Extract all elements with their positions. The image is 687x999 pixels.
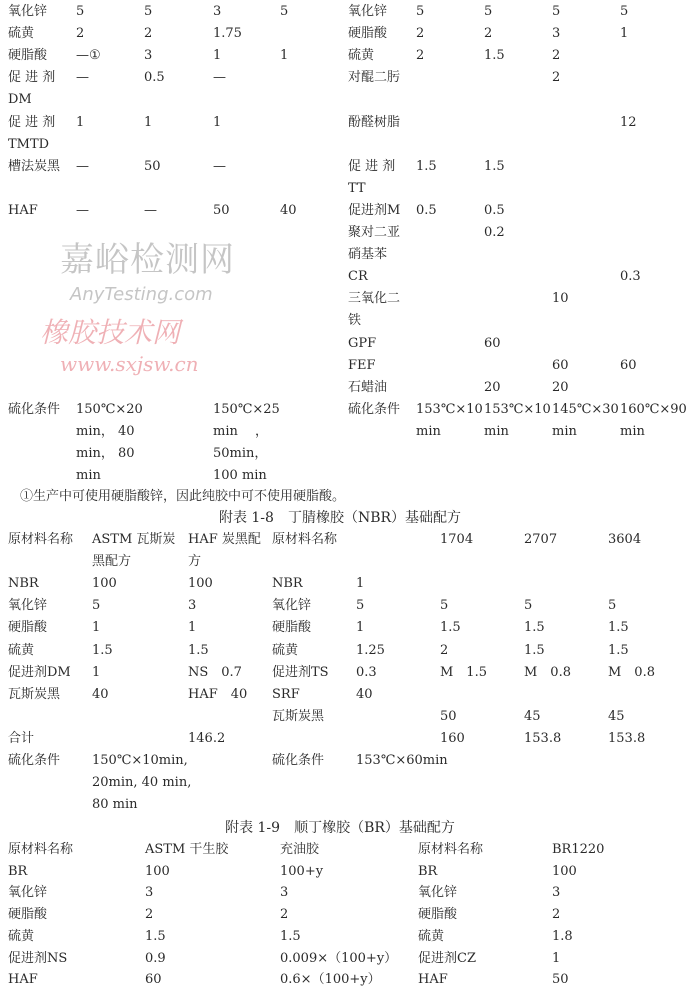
continued-formula-table-cell: 硬脂酸 (348, 26, 388, 42)
continued-formula-table-cell: 1.5 (484, 48, 505, 64)
continued-formula-table-cell: 20 (484, 379, 501, 395)
br-formula-table-cell: 100 (552, 863, 577, 879)
continued-formula-table-cell: 1 (280, 48, 289, 64)
continued-formula-table-cell: 氧化锌 (8, 4, 48, 19)
cell-line: min ， (213, 423, 268, 439)
cell-line: TT (348, 180, 366, 196)
continued-formula-table-cell (348, 222, 400, 266)
continued-formula-table-cell: 5 (416, 4, 425, 19)
cell-line: min， 80 (76, 445, 135, 461)
cell-line: min (552, 423, 577, 439)
br-formula-table-cell: 100+y (280, 863, 324, 879)
cell-line: 方 (188, 554, 202, 570)
cell-line: 铁 (348, 313, 362, 329)
br-formula-table-cell: 氧化锌 (8, 885, 48, 901)
br-formula-table-cell: 原材料名称 (418, 842, 484, 857)
nbr-formula-table-cell: 100 (92, 576, 117, 592)
nbr-formula-table-cell: 1704 (440, 532, 474, 547)
nbr-formula-table-cell: 1 (356, 576, 365, 592)
nbr-formula-table-cell: M 1.5 (440, 664, 487, 680)
continued-formula-table-cell: 1.5 (484, 158, 505, 174)
continued-formula-table-cell: 2 (552, 48, 561, 64)
continued-formula-table-cell: 2 (416, 48, 425, 64)
nbr-formula-table-cell: 硬脂酸 (8, 620, 48, 636)
nbr-formula-table-cell: 40 (356, 686, 373, 702)
cell-line: 150℃×10min, (92, 753, 188, 768)
nbr-formula-table-cell: 1 (92, 664, 101, 680)
br-formula-table-cell: 1 (552, 950, 561, 966)
cell-line: 黑配方 (92, 554, 132, 570)
br-formula-table-cell: HAF (8, 972, 38, 988)
cell-line: min (416, 423, 441, 439)
nbr-formula-table-cell (188, 529, 261, 573)
continued-formula-table-cell (213, 399, 280, 487)
continued-formula-table-cell: FEF (348, 357, 376, 373)
continued-formula-table-cell: 2 (144, 26, 153, 42)
cell-line: 20min, 40 min, (92, 775, 192, 791)
continued-formula-table-cell (348, 288, 400, 332)
cell-line: 聚对二亚 (348, 225, 401, 240)
br-formula-table-cell: 50 (552, 972, 569, 988)
continued-formula-table-cell: 2 (552, 70, 561, 86)
continued-formula-table-cell: 1 (620, 26, 629, 42)
br-formula-table-cell: 0.6×（100+y） (280, 972, 381, 988)
continued-formula-table-cell: 5 (552, 4, 561, 19)
br-formula-table-cell: 促进剂NS (8, 950, 68, 966)
nbr-formula-table-cell: 5 (440, 598, 449, 614)
nbr-formula-table-cell: 45 (524, 708, 541, 724)
cell-line: HAF 炭黑配 (188, 532, 261, 547)
continued-formula-table-cell: 0.2 (484, 225, 505, 240)
continued-formula-table-cell: 硫黄 (8, 26, 35, 42)
br-formula-table-cell: 原材料名称 (8, 842, 74, 857)
cell-line: min (484, 423, 509, 439)
cell-line: DM (8, 92, 32, 108)
cell-line: 100 min (213, 468, 267, 484)
continued-formula-table-cell (416, 399, 483, 443)
br-formula-table-cell: 2 (145, 907, 154, 923)
nbr-formula-table-cell: 5 (524, 598, 533, 614)
cell-line: 50min， (213, 445, 268, 461)
continued-formula-table-cell: 酚醛树脂 (348, 114, 401, 130)
continued-formula-table-cell: GPF (348, 335, 377, 351)
br-formula-table-cell: HAF (418, 972, 448, 988)
continued-formula-table-cell: 2 (484, 26, 493, 42)
continued-formula-table-cell: 40 (280, 202, 297, 218)
nbr-formula-table-cell: 1.25 (356, 642, 385, 658)
continued-formula-table-cell: 1.75 (213, 26, 242, 42)
nbr-formula-table-cell: HAF 40 (188, 686, 248, 702)
continued-formula-table-cell: — (144, 202, 157, 218)
br-formula-table-cell: 充油胶 (280, 842, 320, 857)
cell-line: TMTD (8, 136, 50, 152)
table-title-1-8: 附表 1-8 丁腈橡胶（NBR）基础配方 (218, 510, 462, 526)
br-formula-table-cell: 硬脂酸 (418, 907, 458, 923)
continued-formula-table-cell: 1.5 (416, 158, 437, 174)
br-formula-table-cell: 1.5 (280, 928, 301, 944)
continued-formula-table-cell: 20 (552, 379, 569, 395)
continued-formula-table-cell: 促进剂M (348, 202, 401, 218)
nbr-formula-table-cell: NS 0.7 (188, 664, 242, 680)
cell-line: 160℃×90 (620, 401, 687, 417)
watermark-logo-text: 嘉峪检测网 (60, 240, 235, 280)
nbr-formula-table-cell: 1 (92, 620, 101, 636)
continued-formula-table-cell: 5 (76, 4, 85, 19)
continued-formula-table-cell: 3 (144, 48, 153, 64)
nbr-formula-table-cell: 40 (92, 686, 109, 702)
continued-formula-table-cell: 2 (76, 26, 85, 42)
continued-formula-table-cell (620, 399, 687, 443)
continued-formula-table-cell: 5 (280, 4, 289, 19)
continued-formula-table-cell: 硫化条件 (348, 401, 401, 417)
nbr-formula-table-cell: 促进剂TS (272, 664, 329, 680)
cell-line: min (76, 468, 101, 484)
nbr-formula-table-cell: 50 (440, 708, 457, 724)
continued-formula-table-cell: — (76, 202, 89, 218)
continued-formula-table-cell: — (76, 158, 89, 174)
continued-formula-table-cell: 60 (620, 357, 637, 373)
nbr-formula-table-cell: 0.3 (356, 664, 377, 680)
nbr-formula-table-cell: 146.2 (188, 730, 226, 746)
cell-line: min， 40 (76, 423, 135, 439)
nbr-formula-table-cell: M 0.8 (608, 664, 655, 680)
continued-formula-table-cell: 2 (416, 26, 425, 42)
continued-formula-table-cell: 5 (144, 4, 153, 19)
br-formula-table-cell: 3 (552, 885, 561, 901)
nbr-formula-table-cell: 1.5 (608, 642, 629, 658)
nbr-formula-table-cell: 氧化锌 (8, 598, 48, 614)
cell-line: 促 进 剂 (8, 114, 56, 130)
nbr-formula-table-cell: 5 (608, 598, 617, 614)
continued-formula-table-cell: 50 (144, 158, 161, 174)
continued-formula-table-cell: —① (76, 48, 101, 64)
br-formula-table-cell: 3 (280, 885, 289, 901)
footnote: ①生产中可使用硬脂酸锌，因此纯胶中可不使用硬脂酸。 (20, 489, 346, 504)
continued-formula-table-cell: 硬脂酸 (8, 48, 48, 64)
nbr-formula-table-cell: 5 (92, 598, 101, 614)
continued-formula-table-cell: 1 (76, 114, 85, 130)
nbr-formula-table-cell: 原材料名称 (8, 532, 74, 547)
nbr-formula-table-cell: 促进剂DM (8, 664, 71, 680)
cell-line: 153℃×10 (484, 401, 551, 417)
nbr-formula-table-cell: NBR (8, 576, 39, 592)
nbr-formula-table-cell: 1.5 (524, 642, 545, 658)
nbr-formula-table-cell: 原材料名称 (272, 532, 338, 547)
nbr-formula-table-cell: 153℃×60min (356, 753, 448, 768)
cell-line: ASTM 瓦斯炭 (92, 532, 176, 547)
br-formula-table-cell: BR1220 (552, 842, 605, 857)
nbr-formula-table-cell: 氧化锌 (272, 598, 312, 614)
watermark-red-url: www.sxjsw.cn (60, 352, 199, 376)
continued-formula-table-cell: 硫黄 (348, 48, 375, 64)
continued-formula-table-cell: — (213, 158, 226, 174)
nbr-formula-table-cell (92, 529, 175, 573)
continued-formula-table-cell: 3 (213, 4, 222, 19)
continued-formula-table-cell (348, 156, 395, 200)
nbr-formula-table-cell: SRF (272, 686, 300, 702)
continued-formula-table-cell: HAF (8, 202, 38, 218)
cell-line: 80 min (92, 797, 138, 813)
br-formula-table-cell: 硬脂酸 (8, 907, 48, 923)
cell-line: 150℃×25 (213, 401, 280, 417)
continued-formula-table-cell: CR (348, 269, 368, 285)
continued-formula-table-cell: 对醌二肟 (348, 70, 401, 86)
continued-formula-table-cell: — (213, 70, 226, 86)
br-formula-table-cell: 2 (280, 907, 289, 923)
cell-line: 153℃×10 (416, 401, 483, 417)
nbr-formula-table-cell: 合计 (8, 730, 35, 746)
cell-line: 促 进 剂 (348, 158, 396, 174)
nbr-formula-table-cell: 瓦斯炭黑 (8, 686, 61, 702)
br-formula-table-cell: 2 (552, 907, 561, 923)
nbr-formula-table-cell: M 0.8 (524, 664, 571, 680)
cell-line: 145℃×30 (552, 401, 619, 417)
nbr-formula-table-cell: 硫黄 (8, 642, 35, 658)
continued-formula-table-cell: 氧化锌 (348, 4, 388, 19)
continued-formula-table-cell (8, 112, 55, 156)
continued-formula-table-cell: 1 (144, 114, 153, 130)
nbr-formula-table-cell: 5 (356, 598, 365, 614)
nbr-formula-table-cell: 2 (440, 642, 449, 658)
cell-line: 150℃×20 (76, 401, 143, 417)
br-formula-table-cell: 100 (145, 863, 170, 879)
continued-formula-table-cell: 12 (620, 114, 637, 130)
nbr-formula-table-cell: 硫黄 (272, 642, 299, 658)
continued-formula-table-cell (76, 399, 143, 487)
watermark-logo-url: AnyTesting.com (70, 284, 213, 305)
continued-formula-table-cell: 0.5 (144, 70, 165, 86)
nbr-formula-table-cell: 160 (440, 730, 465, 746)
nbr-formula-table-cell: 硫化条件 (8, 753, 61, 768)
br-formula-table-cell: 3 (145, 885, 154, 901)
continued-formula-table-cell: 50 (213, 202, 230, 218)
continued-formula-table-cell (8, 67, 55, 111)
nbr-formula-table-cell: 100 (188, 576, 213, 592)
cell-line: 三氧化二 (348, 291, 401, 307)
nbr-formula-table-cell: 1.5 (524, 620, 545, 636)
continued-formula-table-cell: 10 (552, 291, 569, 307)
nbr-formula-table-cell: 2707 (524, 532, 558, 547)
continued-formula-table-cell: 5 (620, 4, 629, 19)
continued-formula-table-cell: 0.5 (416, 202, 437, 218)
continued-formula-table-cell: 槽法炭黑 (8, 158, 61, 174)
continued-formula-table-cell: 1 (213, 114, 222, 130)
continued-formula-table-cell: 5 (484, 4, 493, 19)
br-formula-table-cell: 促进剂CZ (418, 950, 476, 966)
nbr-formula-table-cell: 45 (608, 708, 625, 724)
br-formula-table-cell: 1.5 (145, 928, 166, 944)
continued-formula-table-cell: — (76, 70, 89, 86)
nbr-formula-table-cell: 153.8 (608, 730, 646, 746)
br-formula-table-cell: 60 (145, 972, 162, 988)
br-formula-table-cell: BR (418, 863, 438, 879)
cell-line: 硝基苯 (348, 247, 388, 263)
nbr-formula-table-cell: 1.5 (440, 620, 461, 636)
br-formula-table-cell: 0.009×（100+y） (280, 950, 398, 966)
nbr-formula-table-cell: 硬脂酸 (272, 620, 312, 636)
continued-formula-table-cell (484, 399, 551, 443)
continued-formula-table-cell: 60 (552, 357, 569, 373)
nbr-formula-table-cell: 3 (188, 598, 197, 614)
watermark-red-text: 橡胶技术网 (40, 316, 181, 349)
continued-formula-table-cell (552, 399, 619, 443)
cell-line: min (620, 423, 645, 439)
br-formula-table-cell: 氧化锌 (418, 885, 458, 901)
cell-line: 促 进 剂 (8, 70, 56, 86)
nbr-formula-table-cell: 3604 (608, 532, 642, 547)
continued-formula-table-cell: 硫化条件 (8, 401, 61, 417)
nbr-formula-table-cell: 1.5 (608, 620, 629, 636)
nbr-formula-table-cell: 1 (188, 620, 197, 636)
continued-formula-table-cell: 石蜡油 (348, 379, 388, 395)
br-formula-table-cell: 1.8 (552, 928, 573, 944)
br-formula-table-cell: BR (8, 863, 28, 879)
nbr-formula-table-cell: 瓦斯炭黑 (272, 708, 325, 724)
continued-formula-table-cell: 0.5 (484, 202, 505, 218)
continued-formula-table-cell: 60 (484, 335, 501, 351)
continued-formula-table-cell: 1 (213, 48, 222, 64)
br-formula-table-cell: 硫黄 (418, 928, 445, 944)
br-formula-table-cell: 硫黄 (8, 928, 35, 944)
table-title-1-9: 附表 1-9 顺丁橡胶（BR）基础配方 (225, 820, 455, 836)
br-formula-table-cell: 0.9 (145, 950, 166, 966)
br-formula-table-cell: ASTM 干生胶 (145, 842, 229, 857)
nbr-formula-table-cell: 1 (356, 620, 365, 636)
continued-formula-table-cell: 3 (552, 26, 561, 42)
nbr-formula-table-cell: 硫化条件 (272, 753, 325, 768)
nbr-formula-table-cell: 1.5 (92, 642, 113, 658)
nbr-formula-table-cell: 1.5 (188, 642, 209, 658)
continued-formula-table-cell: 0.3 (620, 269, 641, 285)
nbr-formula-table-cell: NBR (272, 576, 303, 592)
nbr-formula-table-cell (92, 750, 191, 816)
nbr-formula-table-cell: 153.8 (524, 730, 562, 746)
